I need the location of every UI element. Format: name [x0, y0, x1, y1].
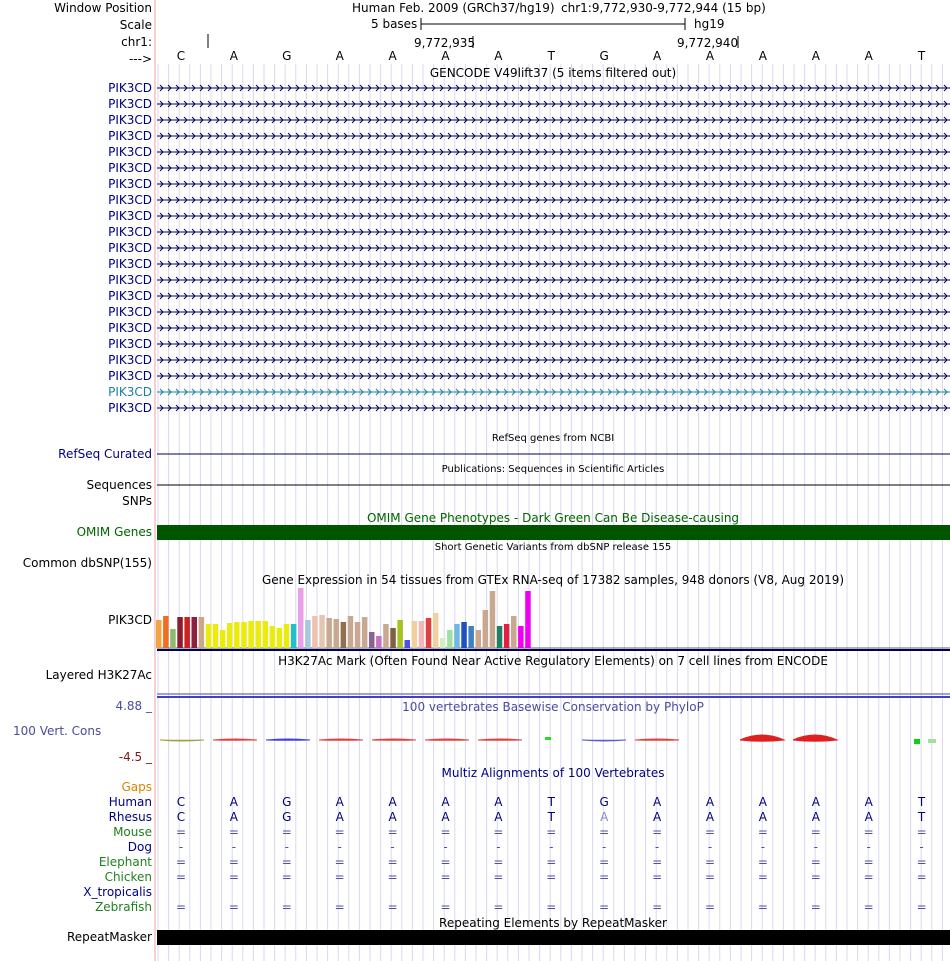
alignment-base: A: [494, 810, 503, 824]
alignment-base: =: [334, 825, 345, 839]
gtex-bar: [405, 640, 411, 648]
phylop-mark: [740, 735, 784, 741]
alignment-base: =: [652, 870, 663, 884]
gtex-bar: [440, 638, 446, 648]
alignment-base: A: [388, 810, 397, 824]
base-letter: A: [441, 49, 450, 63]
alignment-base: =: [916, 900, 927, 914]
alignment-base: A: [864, 795, 873, 809]
omim-label[interactable]: OMIM Genes: [76, 525, 152, 539]
phylop-mark: [582, 740, 626, 741]
gtex-bar: [433, 613, 439, 648]
alignment-base: =: [493, 870, 504, 884]
gtex-bar: [334, 619, 340, 648]
base-letter: T: [917, 49, 926, 63]
alignment-base: =: [175, 825, 187, 839]
gtex-bar: [341, 622, 347, 648]
h3k27ac-label[interactable]: Layered H3K27Ac: [45, 668, 152, 682]
dbsnp-label[interactable]: Common dbSNP(155): [22, 556, 152, 570]
gencode-label[interactable]: PIK3CD: [108, 209, 152, 223]
base-letter: A: [388, 49, 397, 63]
dbsnp-title: Short Genetic Variants from dbSNP release 155: [434, 542, 672, 553]
gtex-bar: [419, 621, 425, 648]
alignment-base: A: [335, 810, 344, 824]
alignment-base: =: [863, 855, 874, 869]
alignment-base: A: [652, 810, 662, 824]
gtex-bar: [525, 591, 531, 648]
alignment-base: =: [281, 900, 292, 914]
gtex-bar: [305, 620, 311, 648]
gencode-label[interactable]: PIK3CD: [108, 289, 152, 303]
gencode-title: GENCODE V49lift37 (5 items filtered out): [429, 66, 677, 80]
gtex-bar: [270, 626, 276, 648]
alignment-base: =: [175, 870, 187, 884]
alignment-base: A: [811, 795, 820, 809]
gtex-bar: [397, 620, 403, 648]
sequences-label[interactable]: Sequences: [86, 478, 152, 492]
alignment-base: =: [704, 825, 716, 839]
gtex-bar: [312, 616, 318, 648]
gtex-bar: [255, 621, 261, 648]
base-letter: C: [176, 49, 186, 63]
phylop-mark: [793, 735, 837, 741]
gencode-label[interactable]: PIK3CD: [108, 385, 152, 399]
species-label[interactable]: Dog: [127, 840, 152, 854]
base-letter: T: [547, 49, 555, 63]
gencode-label[interactable]: PIK3CD: [108, 177, 152, 191]
alignment-base: -: [549, 840, 554, 854]
refseq-title: RefSeq genes from NCBI: [491, 433, 615, 444]
gtex-bar: [461, 622, 467, 648]
gtex-bar: [355, 622, 361, 648]
phylop-mark: [266, 739, 310, 740]
alignment-base: -: [231, 840, 237, 854]
alignment-base: =: [493, 900, 504, 914]
gtex-bar: [220, 630, 226, 648]
gtex-bar: [369, 632, 375, 648]
gtex-bar: [497, 626, 503, 648]
alignment-base: =: [546, 900, 557, 914]
multiz-title: Multiz Alignments of 100 Vertebrates: [441, 766, 665, 780]
gencode-label[interactable]: PIK3CD: [108, 257, 152, 271]
base-letter: A: [864, 49, 873, 63]
gtex-bar: [447, 630, 453, 648]
alignment-base: =: [810, 855, 821, 869]
base-letter: A: [229, 49, 238, 63]
gtex-bar: [476, 630, 482, 648]
alignment-base: =: [704, 900, 716, 914]
alignment-base: A: [758, 795, 767, 809]
gtex-title: Gene Expression in 54 tissues from GTEx RNA-seq of 17382 samples, 948 donors (V8, Aug 2019): [261, 573, 845, 587]
alignment-base: =: [440, 870, 451, 884]
gtex-bar: [192, 617, 198, 648]
species-label[interactable]: Elephant: [98, 855, 152, 869]
base-letter: G: [599, 49, 609, 63]
alignment-base: =: [810, 825, 821, 839]
window-position-label: Window Position: [54, 1, 152, 15]
phylop-mark: [319, 739, 363, 740]
alignment-base: =: [387, 870, 398, 884]
gtex-bar: [248, 621, 254, 648]
alignment-base: =: [175, 855, 187, 869]
alignment-base: A: [494, 795, 503, 809]
alignment-base: =: [652, 900, 663, 914]
gencode-label[interactable]: PIK3CD: [108, 369, 152, 383]
gencode-label[interactable]: PIK3CD: [108, 81, 152, 95]
alignment-base: =: [281, 825, 292, 839]
phylop-mark: [478, 739, 522, 740]
alignment-base: =: [916, 825, 927, 839]
alignment-base: C: [176, 795, 186, 809]
gencode-label[interactable]: PIK3CD: [108, 113, 152, 127]
phylop-mark: [160, 740, 204, 741]
refseq-label[interactable]: RefSeq Curated: [58, 447, 152, 461]
alignment-base: -: [654, 840, 660, 854]
alignment-base: =: [440, 900, 451, 914]
alignment-base: =: [704, 870, 716, 884]
base-letter: G: [282, 49, 292, 63]
gencode-label[interactable]: PIK3CD: [108, 321, 152, 335]
repeatmasker-title: Repeating Elements by RepeatMasker: [439, 916, 667, 930]
alignment-base: -: [443, 840, 448, 854]
alignment-base: A: [705, 810, 715, 824]
gtex-bar: [511, 616, 517, 648]
alignment-base: =: [546, 825, 557, 839]
scale-text: 5 bases: [371, 17, 418, 31]
gtex-bar: [206, 624, 212, 648]
alignment-base: =: [599, 855, 610, 869]
alignment-base: A: [441, 810, 450, 824]
alignment-base: =: [228, 900, 239, 914]
gtex-bar: [298, 588, 304, 648]
gtex-bar: [291, 624, 297, 648]
alignment-base: =: [440, 855, 451, 869]
alignment-base: -: [390, 840, 395, 854]
alignment-base: =: [757, 855, 768, 869]
alignment-base: =: [599, 870, 610, 884]
gtex-bar: [468, 626, 474, 648]
gtex-bar: [241, 622, 247, 648]
base-letter: A: [811, 49, 820, 63]
species-label[interactable]: Mouse: [113, 825, 152, 839]
species-label[interactable]: Rhesus: [108, 810, 152, 824]
species-label[interactable]: Human: [108, 795, 152, 809]
gtex-bar: [177, 617, 183, 648]
alignment-base: -: [760, 840, 766, 854]
alignment-base: A: [441, 795, 450, 809]
gtex-bar: [454, 624, 460, 648]
gtex-bar: [376, 636, 382, 648]
gtex-label[interactable]: PIK3CD: [108, 613, 152, 627]
alignment-base: =: [810, 900, 821, 914]
gencode-label[interactable]: PIK3CD: [108, 145, 152, 159]
alignment-base: -: [707, 840, 713, 854]
alignment-base: =: [387, 900, 398, 914]
alignment-base: A: [864, 810, 873, 824]
gtex-bar: [199, 617, 205, 648]
alignment-base: =: [175, 900, 187, 914]
strand-label: --->: [128, 52, 152, 66]
base-letter: A: [652, 49, 662, 63]
coord-tick-1: 9,772,935: [414, 36, 476, 50]
base-letter: A: [705, 49, 715, 63]
alignment-base: =: [334, 870, 345, 884]
omim-title: OMIM Gene Phenotypes - Dark Green Can Be Disease-causing: [366, 511, 740, 525]
phylop-mark: [213, 739, 257, 740]
gtex-bar: [263, 621, 269, 648]
alignment-base: G: [599, 795, 609, 809]
gtex-bar: [227, 623, 233, 648]
alignment-base: =: [863, 870, 874, 884]
alignment-base: =: [281, 870, 292, 884]
alignment-base: -: [602, 840, 607, 854]
gencode-label[interactable]: PIK3CD: [108, 241, 152, 255]
alignment-base: A: [758, 810, 767, 824]
gencode-label[interactable]: PIK3CD: [108, 273, 152, 287]
gtex-bar: [490, 591, 496, 648]
alignment-base: G: [282, 810, 292, 824]
alignment-base: A: [229, 795, 238, 809]
gtex-bar: [213, 624, 219, 648]
gtex-bar: [383, 624, 389, 648]
phylop-mark: [635, 739, 679, 740]
alignment-base: =: [652, 855, 663, 869]
gtex-bar: [326, 618, 332, 648]
alignment-base: =: [440, 825, 451, 839]
phylop-mark: [914, 739, 920, 744]
gtex-bar: [156, 620, 162, 648]
alignment-base: -: [496, 840, 501, 854]
alignment-base: =: [652, 825, 663, 839]
gtex-bar: [234, 622, 240, 648]
alignment-base: A: [229, 810, 238, 824]
phylop-mark: [425, 739, 469, 740]
alignment-base: =: [704, 855, 716, 869]
alignment-base: -: [813, 840, 818, 854]
alignment-base: -: [866, 840, 871, 854]
alignment-base: =: [599, 900, 610, 914]
gtex-bar: [319, 615, 325, 648]
gencode-label[interactable]: PIK3CD: [108, 401, 152, 415]
snps-label[interactable]: SNPs: [122, 494, 152, 508]
alignment-base: T: [917, 810, 926, 824]
base-letter: A: [758, 49, 767, 63]
phylop-label[interactable]: 100 Vert. Cons: [13, 724, 102, 738]
gencode-label[interactable]: PIK3CD: [108, 305, 152, 319]
gtex-bar: [284, 624, 290, 648]
gtex-bar: [518, 626, 524, 648]
pubs-title: Publications: Sequences in Scientific Articles: [441, 464, 665, 475]
gtex-bar: [412, 621, 418, 648]
alignment-base: =: [334, 900, 345, 914]
base-letter: A: [335, 49, 344, 63]
gtex-bar: [426, 618, 432, 648]
alignment-base: A: [705, 795, 715, 809]
gaps-label[interactable]: Gaps: [121, 780, 152, 794]
alignment-base: =: [757, 900, 768, 914]
coord-tick-2: 9,772,940: [677, 36, 739, 50]
gtex-bar: [390, 628, 396, 648]
alignment-base: A: [335, 795, 344, 809]
gtex-bar: [362, 617, 368, 648]
alignment-base: =: [387, 855, 398, 869]
alignment-base: T: [547, 795, 555, 809]
alignment-base: =: [757, 870, 768, 884]
db-text: hg19: [694, 17, 725, 31]
alignment-base: -: [178, 840, 184, 854]
chrom-label: chr1:: [121, 35, 152, 49]
alignment-base: T: [547, 810, 555, 824]
repeatmasker-label[interactable]: RepeatMasker: [66, 930, 152, 944]
alignment-base: =: [546, 870, 557, 884]
alignment-base: -: [919, 840, 924, 854]
alignment-base: =: [757, 825, 768, 839]
alignment-base: =: [334, 855, 345, 869]
alignment-base: G: [282, 795, 292, 809]
scale-label: Scale: [119, 18, 152, 32]
alignment-base: =: [387, 825, 398, 839]
phylop-mark: [545, 737, 551, 740]
phylop-min: -4.5 _: [118, 750, 152, 764]
species-label[interactable]: Zebrafish: [95, 900, 152, 914]
alignment-base: =: [228, 870, 239, 884]
h3k27ac-title: H3K27Ac Mark (Often Found Near Active Regulatory Elements) on 7 cell lines from ENCODE: [278, 654, 828, 668]
alignment-base: A: [388, 795, 397, 809]
gtex-bar: [184, 617, 190, 648]
alignment-base: =: [493, 825, 504, 839]
alignment-base: =: [228, 825, 239, 839]
gtex-bar: [163, 616, 169, 648]
alignment-base: =: [228, 855, 239, 869]
species-label[interactable]: Chicken: [104, 870, 152, 884]
gtex-bar: [483, 610, 489, 648]
phylop-mark: [372, 739, 416, 740]
alignment-base: -: [337, 840, 342, 854]
gencode-label[interactable]: PIK3CD: [108, 129, 152, 143]
alignment-base: =: [916, 870, 927, 884]
assembly-text: Human Feb. 2009 (GRCh37/hg19): [352, 1, 555, 15]
alignment-base: =: [281, 855, 292, 869]
alignment-base: -: [284, 840, 289, 854]
gencode-label[interactable]: PIK3CD: [108, 353, 152, 367]
alignment-base: =: [599, 825, 610, 839]
alignment-base: A: [652, 795, 662, 809]
alignment-base: =: [863, 900, 874, 914]
alignment-base: =: [810, 870, 821, 884]
gtex-bar: [277, 628, 283, 648]
phylop-title: 100 vertebrates Basewise Conservation by PhyloP: [402, 700, 704, 714]
alignment-base: =: [546, 855, 557, 869]
alignment-base: C: [176, 810, 186, 824]
gencode-label[interactable]: PIK3CD: [108, 337, 152, 351]
phylop-max: 4.88 _: [115, 699, 152, 713]
gencode-label[interactable]: PIK3CD: [108, 97, 152, 111]
alignment-base: A: [811, 810, 820, 824]
alignment-base: T: [917, 795, 926, 809]
repeatmasker-bar: [157, 930, 950, 945]
species-label[interactable]: X_tropicalis: [83, 885, 152, 899]
omim-bar: [157, 525, 950, 540]
gencode-label[interactable]: PIK3CD: [108, 193, 152, 207]
alignment-base: =: [863, 825, 874, 839]
alignment-base: A: [600, 810, 609, 824]
base-letter: A: [494, 49, 503, 63]
gencode-label[interactable]: PIK3CD: [108, 225, 152, 239]
gencode-label[interactable]: PIK3CD: [108, 161, 152, 175]
alignment-base: =: [493, 855, 504, 869]
gtex-bar: [348, 616, 354, 648]
gtex-bar: [504, 624, 510, 648]
gtex-bar: [170, 629, 176, 648]
position-text: chr1:9,772,930-9,772,944 (15 bp): [561, 1, 766, 15]
alignment-base: =: [916, 855, 927, 869]
